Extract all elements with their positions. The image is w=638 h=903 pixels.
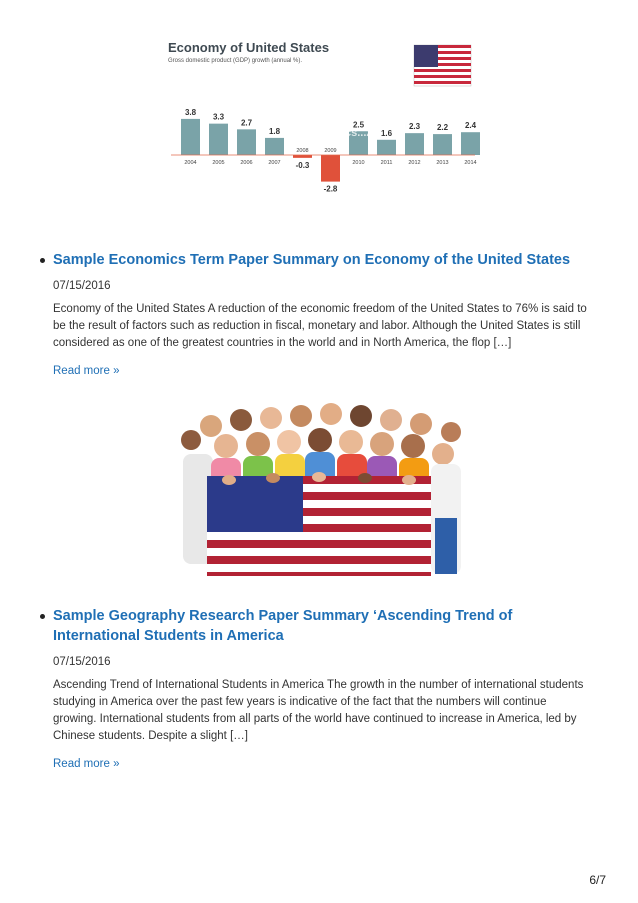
value-label-2006: 2.7 xyxy=(240,118,253,128)
year-label-2008: 2008 xyxy=(296,148,309,154)
read-more-link[interactable]: Read more » xyxy=(53,365,120,377)
large-us-flag xyxy=(207,476,431,576)
bar-2007 xyxy=(265,138,284,155)
year-label-2004: 2004 xyxy=(184,160,197,166)
post-date: 07/15/2016 xyxy=(53,280,111,292)
chart-title: Economy of United States xyxy=(168,40,330,55)
year-label-2006: 2006 xyxy=(240,160,253,166)
post-item xyxy=(53,250,593,379)
post-title-link[interactable]: Sample Geography Research Paper Summary ‘Ascending Trend of International Students in America xyxy=(53,608,513,644)
gdp-chart-figure xyxy=(163,36,481,232)
post-date: 07/15/2016 xyxy=(53,656,111,668)
page-number: 6/7 xyxy=(589,873,606,887)
value-label-2012: 2.3 xyxy=(408,122,421,132)
value-label-2013: 2.2 xyxy=(436,123,449,133)
read-more-link[interactable]: Read more » xyxy=(53,758,120,770)
bullet-icon xyxy=(40,614,45,619)
value-label-2010: 2.5 xyxy=(352,120,365,130)
bar-2013 xyxy=(433,134,452,155)
bullet-icon xyxy=(40,258,45,263)
post-excerpt: Ascending Trend of International Students in America The growth in the number of international students studying in America over the past few years is indicative of the fact that the numbers will continue growing. International students from all parts of the world have continued to increase in America, led by Chinese students. Despite a slight […] xyxy=(53,679,584,742)
year-label-2009: 2009 xyxy=(324,148,337,154)
value-label-2005: 3.3 xyxy=(212,112,225,122)
gdp-chart xyxy=(163,36,481,232)
bar-2012 xyxy=(405,133,424,155)
value-label-2007: 1.8 xyxy=(268,126,281,136)
post-title-link[interactable]: Sample Economics Term Paper Summary on Economy of the United States xyxy=(53,252,571,268)
post-excerpt: Economy of the United States A reduction of the economic freedom of the United States to 76% is said to be the result of factors such as reduction in fiscal, monetary and labor. Although the United States is still considered as one of the greatest countries in the world and in North America, the flop […] xyxy=(53,303,587,349)
value-label-2014: 2.4 xyxy=(464,121,477,131)
year-label-2014: 2014 xyxy=(464,160,477,166)
students-flag-photo xyxy=(163,398,475,588)
value-label-2011: 1.6 xyxy=(380,128,393,138)
year-label-2007: 2007 xyxy=(268,160,281,166)
us-flag-icon xyxy=(414,45,471,86)
value-label-2009: -2.8 xyxy=(323,184,338,194)
chart-watermark: cs...z xyxy=(345,127,372,139)
bar-2004 xyxy=(181,119,200,155)
post-item xyxy=(53,606,593,772)
year-label-2011: 2011 xyxy=(380,160,393,166)
year-label-2010: 2010 xyxy=(352,160,365,166)
bar-2005 xyxy=(209,124,228,155)
bar-2014 xyxy=(461,132,480,155)
chart-subtitle: Gross domestic product (GDP) growth (annual %). xyxy=(168,58,303,64)
value-label-2004: 3.8 xyxy=(184,107,197,117)
bar-2008 xyxy=(293,155,312,158)
bar-2011 xyxy=(377,140,396,155)
year-label-2013: 2013 xyxy=(436,160,449,166)
bar-2006 xyxy=(237,129,256,155)
year-label-2005: 2005 xyxy=(212,160,225,166)
bar-2009 xyxy=(321,155,340,182)
year-label-2012: 2012 xyxy=(408,160,421,166)
value-label-2008: -0.3 xyxy=(295,160,310,170)
